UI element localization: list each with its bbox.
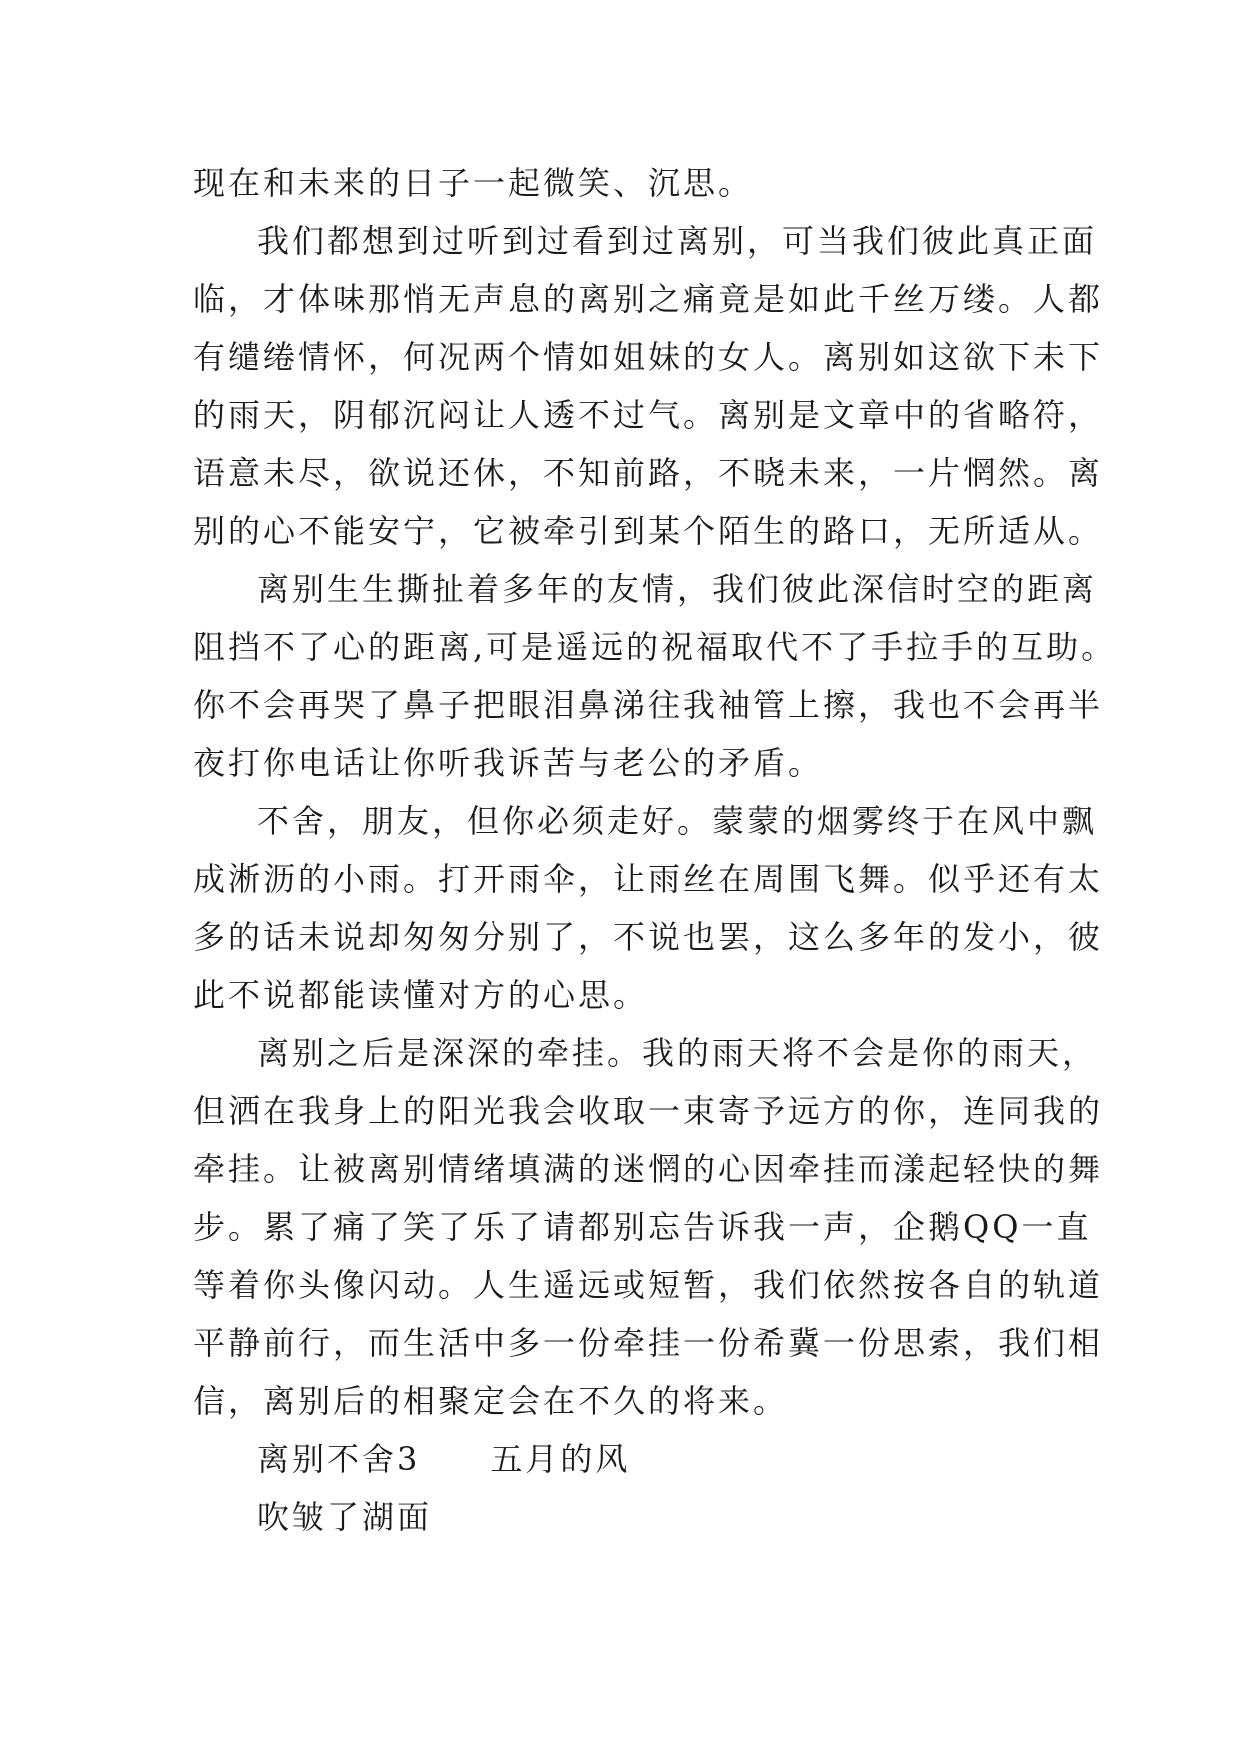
paragraph-first-line: 不舍，朋友，但你必须走好。蒙蒙的烟雾终于在风中飘 [257, 802, 1098, 840]
text-line: 信，离别后的相聚定会在不久的将来。 [193, 1382, 789, 1420]
text-line: 现在和未来的日子一起微笑、沉思。 [193, 164, 754, 202]
text-line: 的雨天，阴郁沉闷让人透不过气。离别是文章中的省略符， [193, 396, 1104, 434]
text-line: 你不会再哭了鼻子把眼泪鼻涕往我袖管上擦，我也不会再半 [193, 686, 1104, 724]
text-line: 步。累了痛了笑了乐了请都别忘告诉我一声，企鹅QQ一直 [193, 1208, 1092, 1246]
text-line: 平静前行，而生活中多一份牵挂一份希冀一份思索，我们相 [193, 1324, 1104, 1362]
text-line: 但洒在我身上的阳光我会收取一束寄予远方的你，连同我的 [193, 1092, 1104, 1130]
text-line: 语意未尽，欲说还休，不知前路，不晓未来，一片惘然。离 [193, 454, 1104, 492]
paragraph-first-line: 我们都想到过听到过看到过离别，可当我们彼此真正面 [257, 222, 1098, 260]
text-line: 多的话未说却匆匆分别了，不说也罢，这么多年的发小，彼 [193, 918, 1104, 956]
body-text [193, 154, 1117, 1546]
text-line: 有缱绻情怀，何况两个情如姐妹的女人。离别如这欲下未下 [193, 338, 1104, 376]
text-line: 成淅沥的小雨。打开雨伞，让雨丝在周围飞舞。似乎还有太 [193, 860, 1104, 898]
text-line: 牵挂。让被离别情绪填满的迷惘的心因牵挂而漾起轻快的舞 [193, 1150, 1104, 1188]
text-line: 阻挡不了心的距离,可是遥远的祝福取代不了手拉手的互助。 [193, 628, 1117, 666]
text-line: 等着你头像闪动。人生遥远或短暂，我们依然按各自的轨道 [193, 1266, 1104, 1304]
paragraph-first-line: 离别之后是深深的牵挂。我的雨天将不会是你的雨天， [257, 1034, 1098, 1072]
text-line: 此不说都能读懂对方的心思。 [193, 976, 649, 1014]
text-line: 夜打你电话让你听我诉苦与老公的矛盾。 [193, 744, 824, 782]
text-line: 临，才体味那悄无声息的离别之痛竟是如此千丝万缕。人都 [193, 280, 1104, 318]
text-line: 别的心不能安宁，它被牵引到某个陌生的路口，无所适从。 [193, 512, 1104, 550]
section-heading: 离别不舍3 五月的风 [257, 1440, 631, 1478]
paragraph-first-line: 离别生生撕扯着多年的友情，我们彼此深信时空的距离 [257, 570, 1098, 608]
poem-line: 吹皱了湖面 [257, 1498, 433, 1536]
